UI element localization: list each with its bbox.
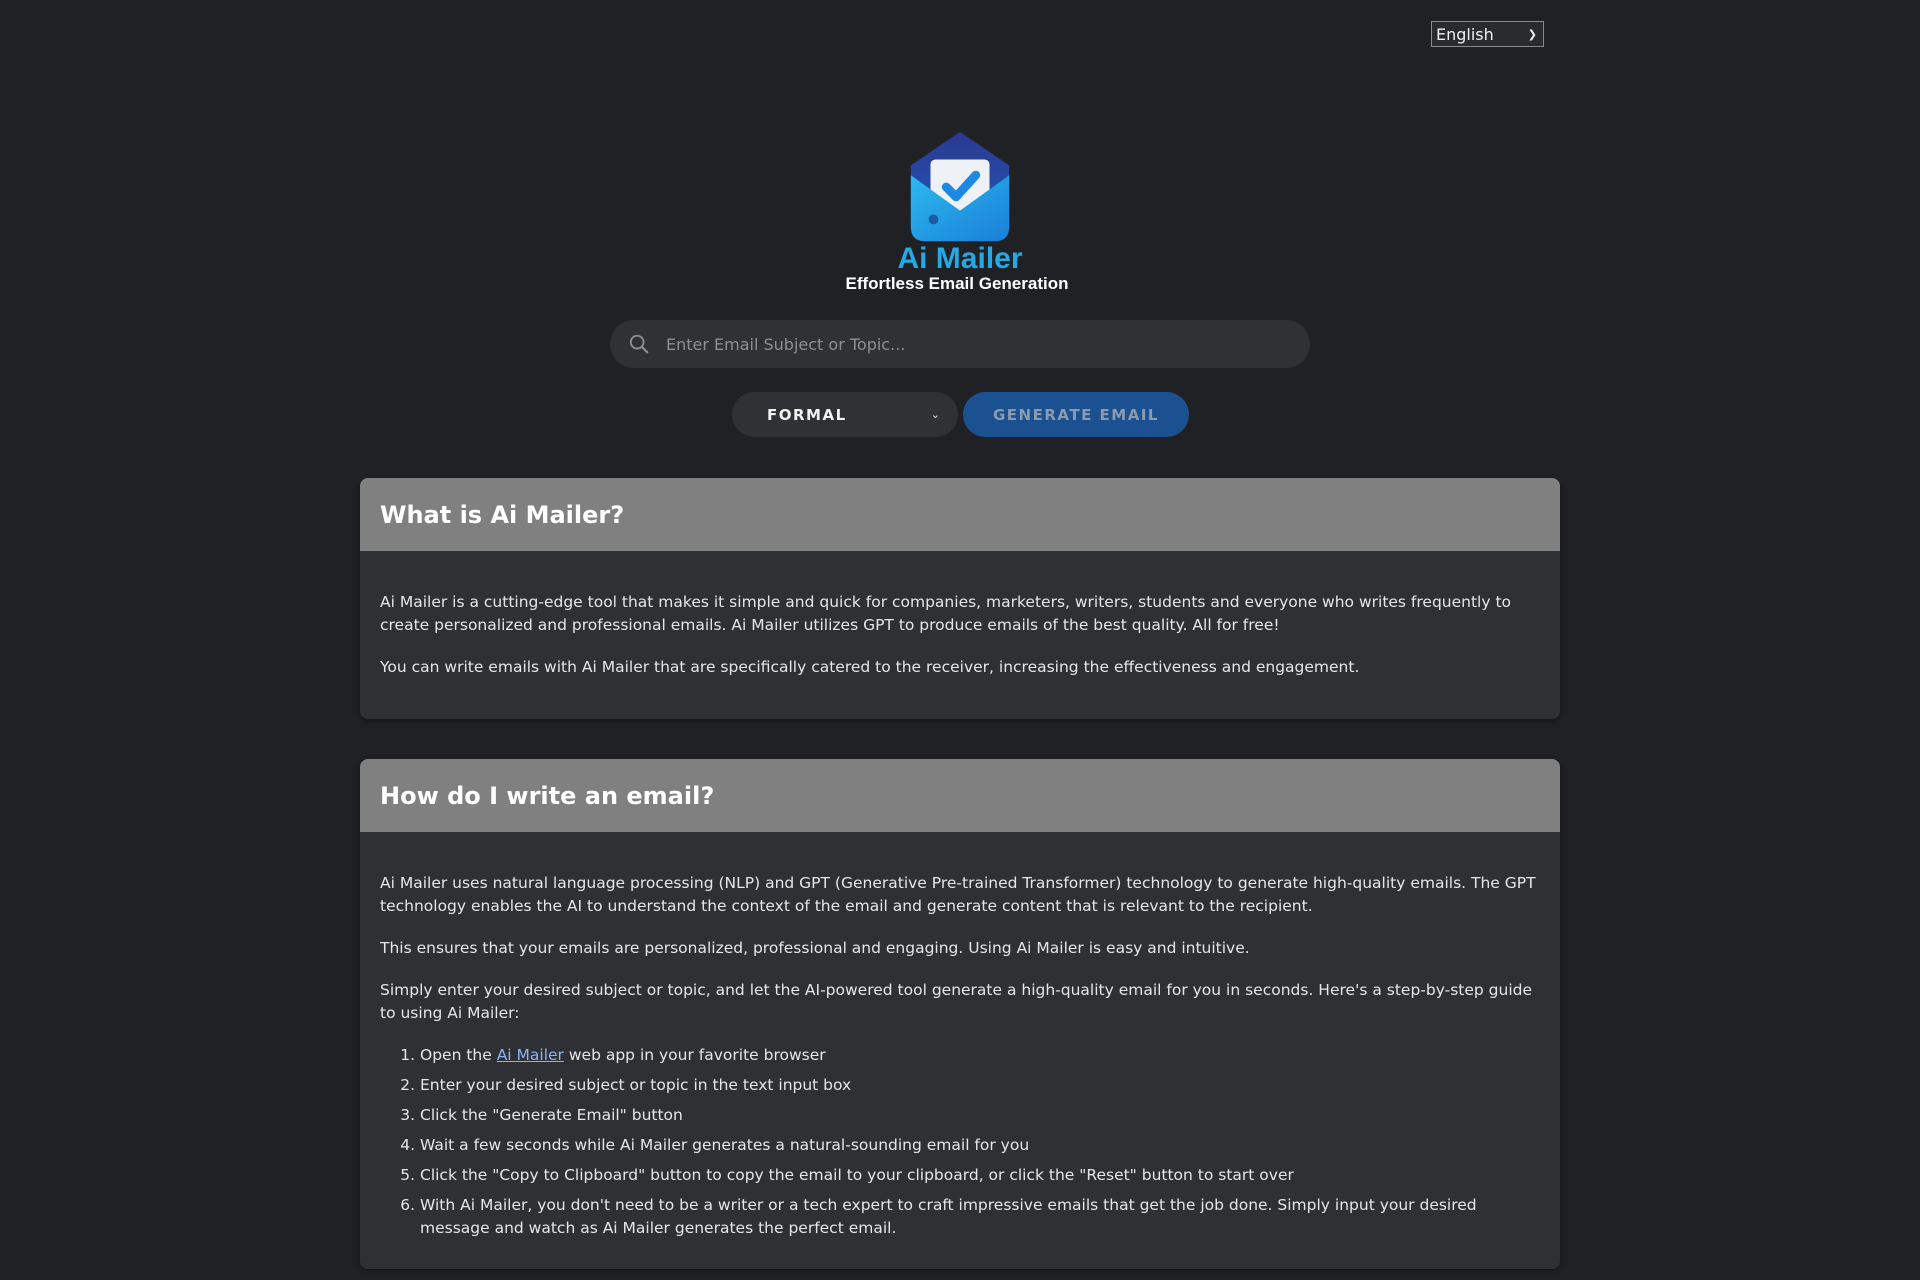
chevron-down-icon: ❯ xyxy=(1527,27,1537,41)
steps-list xyxy=(380,1044,1540,1240)
tone-select-value: FORMAL xyxy=(767,405,847,424)
generate-email-button[interactable]: GENERATE EMAIL xyxy=(963,392,1189,437)
chevron-down-icon: ⌄ xyxy=(930,408,940,421)
paragraph: You can write emails with Ai Mailer that are specifically catered to the receiver, increasing the effectiveness and engagement. xyxy=(380,658,1360,676)
list-item: 6. With Ai Mailer, you don't need to be a writer or a tech expert to craft impressive emails that get the job done. Simply input your desired message and watch as Ai Mailer generates the perfect email. xyxy=(420,1194,1540,1240)
paragraph: This ensures that your emails are personalized, professional and engaging. Using Ai Mailer is easy and intuitive. xyxy=(380,939,1250,957)
list-item: 2. Enter your desired subject or topic in the text input box xyxy=(420,1074,1540,1097)
section-body xyxy=(360,832,1560,1267)
brand-name: Ai Mailer xyxy=(897,242,1023,275)
paragraph: Ai Mailer uses natural language processing (NLP) and GPT (Generative Pre-trained Transformer) technology to generate high-quality emails. The GPT technology enables the AI to understand the context of the email and generate content that is relevant to the recipient. xyxy=(380,874,1536,915)
paragraph: Simply enter your desired subject or topic, and let the AI-powered tool generate a high-quality email for you in seconds. Here's a step-by-step guide to using Ai Mailer: xyxy=(380,981,1533,1022)
section-how-to xyxy=(360,759,1560,1269)
search-bar[interactable] xyxy=(610,320,1310,368)
list-item: 4. Wait a few seconds while Ai Mailer generates a natural-sounding email for you xyxy=(420,1134,1540,1157)
search-icon xyxy=(628,333,650,355)
section-title: What is Ai Mailer? xyxy=(380,500,625,529)
section-body xyxy=(360,551,1560,718)
language-select[interactable] xyxy=(1431,21,1544,47)
paragraph: Ai Mailer is a cutting-edge tool that makes it simple and quick for companies, marketers, writers, students and everyone who writes frequently to create personalized and professional emails. Ai Mailer utilizes GPT to produce emails of the best quality. All for free! xyxy=(380,593,1512,634)
section-title: How do I write an email? xyxy=(380,781,715,810)
ai-mailer-link[interactable]: Ai Mailer xyxy=(496,1046,564,1064)
brand-tagline: Effortless Email Generation xyxy=(845,274,1069,293)
list-item: 3. Click the "Generate Email" button xyxy=(420,1104,1540,1127)
section-what-is xyxy=(360,478,1560,719)
list-item: 5. Click the "Copy to Clipboard" button to copy the email to your clipboard, or click the "Reset" button to start over xyxy=(420,1164,1540,1187)
subject-input[interactable] xyxy=(666,335,1310,354)
brand-header xyxy=(0,128,1920,294)
section-header xyxy=(360,478,1560,551)
section-header xyxy=(360,759,1560,832)
tone-select[interactable] xyxy=(732,392,958,437)
envelope-check-icon xyxy=(901,128,1019,246)
language-select-value: English xyxy=(1436,24,1494,44)
list-item: 1. Open the Ai Mailer web app in your favorite browser xyxy=(420,1044,1540,1067)
